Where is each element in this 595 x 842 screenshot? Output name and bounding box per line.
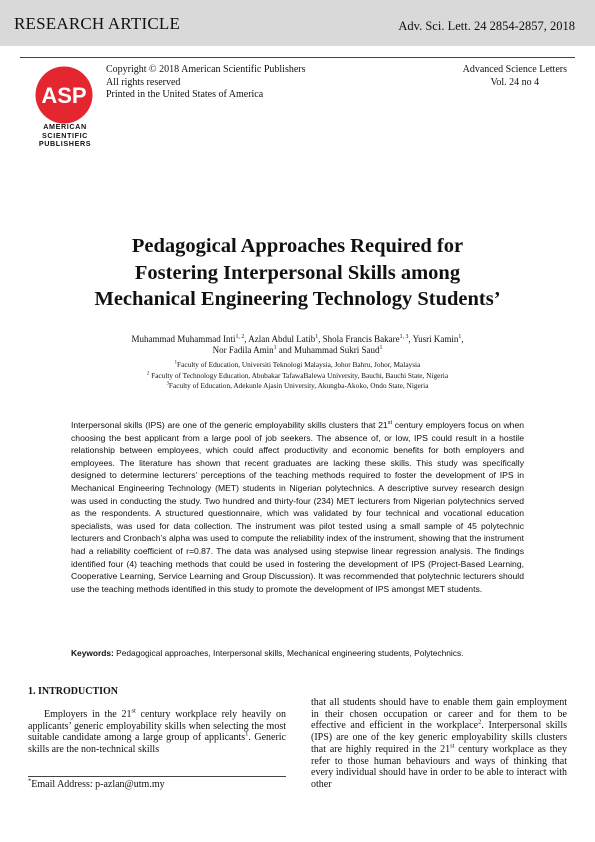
intro-column-left: [28, 709, 286, 756]
citation-mark: 2: [478, 719, 482, 727]
affiliation-mark: 3: [166, 381, 169, 387]
journal-reference: Adv. Sci. Lett. 24 2854-2857, 2018: [398, 19, 575, 33]
author-line-1: [50, 334, 545, 345]
publisher-name-line: AMERICAN: [43, 122, 87, 131]
copyright-block: [106, 64, 306, 102]
body-text: . Generic skills are the non-technical skills: [28, 732, 286, 756]
affiliation-text: Faculty of Education, Adekunle Ajasin University, Akungba-Akoko, Ondo State, Nigeria: [168, 381, 429, 390]
affiliation-item: [50, 360, 545, 371]
author-name: , Shola Francis Bakare: [318, 334, 400, 344]
affiliation-item: [50, 381, 545, 392]
body-text: century workplace rely heavily on applicants’ generic employability skills when selecting the most suitable candidate among a large group of applicants: [28, 709, 286, 744]
journal-name: Advanced Science Letters: [462, 64, 567, 75]
author-name: Muhammad Muhammad Inti: [131, 334, 236, 344]
printed-line: Printed in the United States of America: [106, 89, 264, 101]
body-text: that all students should have to enable them gain employment in their chosen occupation or career and for them to be effective and efficient in the workplace: [311, 697, 567, 732]
title-line: Fostering Interpersonal Skills among: [134, 261, 461, 284]
citation-mark: 1: [245, 731, 249, 739]
ordinal-suffix: st: [387, 420, 393, 427]
author-affiliation-mark: 1, 3: [399, 334, 409, 340]
author-affiliation-mark: 1: [315, 334, 319, 340]
abstract: [71, 419, 524, 595]
copyright-line: Copyright © 2018 American Scientific Publishers: [106, 64, 306, 75]
abstract-text: century employers focus on when choosing the best applicant from a large pool of job seekers. The absence of, or low, IPS could result in a hostile relationship between employees, which could affect productivity and economic benefits for both employers and employees. The literature has shown that recent graduates are lacking these skills. This study was specifically designed to determine lecturers’ perceptions of the teaching methods required to foster the development of IPS in Mechanical Engineering Technology (MET) students in Nigerian polytechnics. A descriptive survey research design was used in conducting the study. Two hundred and thirty-four (234) MET lecturers from Nigerian polytechnics served as the respondents. A structured questionnaire, which was validated by four technical and vocational education specialists, was used for data collection. The instrument was pilot tested using a small sample of 45 polytechnic lecturers and Cronbach’s alpha was used to compute the reliability index of the instrument, showing that the instrument had a reliability coefficient of r=0.87. The data was analysed using stepwise linear regression analysis. The findings identified four (4) teaching methods that could be used in fostering the development of IPS (Project-Based Learning, Cooperative Learning, Service Learning and Group Discussion). It was recommended that polytechnic lecturers should use the teaching methods identified in this study to promote the development of IPS amongst MET students.: [71, 420, 525, 594]
asp-logo-icon: [35, 66, 93, 124]
publisher-name: [30, 123, 100, 149]
section-heading: 1. INTRODUCTION: [28, 686, 119, 697]
header-rule: [20, 57, 575, 58]
footnote-rule: [28, 776, 286, 777]
logo-text: ASP: [41, 83, 87, 108]
body-text: Employers in the 21: [44, 709, 132, 720]
publisher-name-line: SCIENTIFIC: [42, 130, 88, 140]
journal-volume: Vol. 24 no 4: [490, 76, 540, 88]
author-name: Nor Fadila Amin: [212, 345, 274, 355]
affiliation-text: Faculty of Technology Education, Abubakar TafawaBalewa University, Bauchi, Bauchi State, Nigeria: [149, 370, 449, 380]
keywords: [71, 648, 531, 659]
keywords-text: Pedagogical approaches, Interpersonal skills, Mechanical engineering students, Polytechnics.: [113, 648, 464, 658]
author-affiliation-mark: 1: [458, 334, 462, 340]
footnote: [28, 779, 165, 790]
ordinal-suffix: st: [131, 707, 136, 715]
footnote-mark: *: [28, 777, 32, 785]
rights-line: All rights reserved: [106, 76, 181, 88]
author-name: , Yusri Kamin: [408, 334, 459, 344]
author-separator: ,: [461, 334, 464, 344]
affiliation-list: [50, 360, 545, 392]
body-text: century workplace as they refer to those human behaviours and ways of thinking that every individual should have in order to be able to interact with other: [311, 743, 567, 790]
affiliation-mark: 2: [146, 371, 150, 377]
author-line-2: [50, 345, 545, 356]
intro-column-right: [311, 697, 567, 791]
journal-info: [463, 64, 567, 89]
author-affiliation-mark: 1, 2: [235, 334, 245, 340]
title-line: Pedagogical Approaches Required for: [131, 235, 464, 257]
corresponding-email: Email Address: p-azlan@utm.my: [31, 779, 165, 790]
keywords-label: Keywords:: [71, 648, 114, 658]
abstract-text: Interpersonal skills (IPS) are one of the generic employability skills clusters that 21: [71, 420, 388, 430]
affiliation-mark: 1: [174, 360, 178, 366]
publisher-name-line: PUBLISHERS: [38, 139, 92, 149]
ordinal-suffix: st: [450, 742, 455, 750]
paper-title: [50, 233, 545, 313]
body-text: . Interpersonal skills (IPS) are one of the key generic employability skills clusters that are highly required in the 21: [311, 720, 567, 755]
affiliation-item: [50, 371, 545, 382]
author-list: [50, 334, 545, 356]
author-affiliation-mark: 1: [273, 345, 277, 351]
title-line: Mechanical Engineering Technology Students’: [94, 288, 501, 310]
affiliation-text: Faculty of Education, Universiti Teknologi Malaysia, Johor Bahru, Johor, Malaysia: [177, 360, 421, 369]
author-name: and Muhammad Sukri Saud: [276, 345, 380, 355]
author-name: , Azlan Abdul Latib: [244, 334, 316, 344]
author-affiliation-mark: 1: [379, 345, 383, 351]
article-type: RESEARCH ARTICLE: [14, 14, 181, 33]
